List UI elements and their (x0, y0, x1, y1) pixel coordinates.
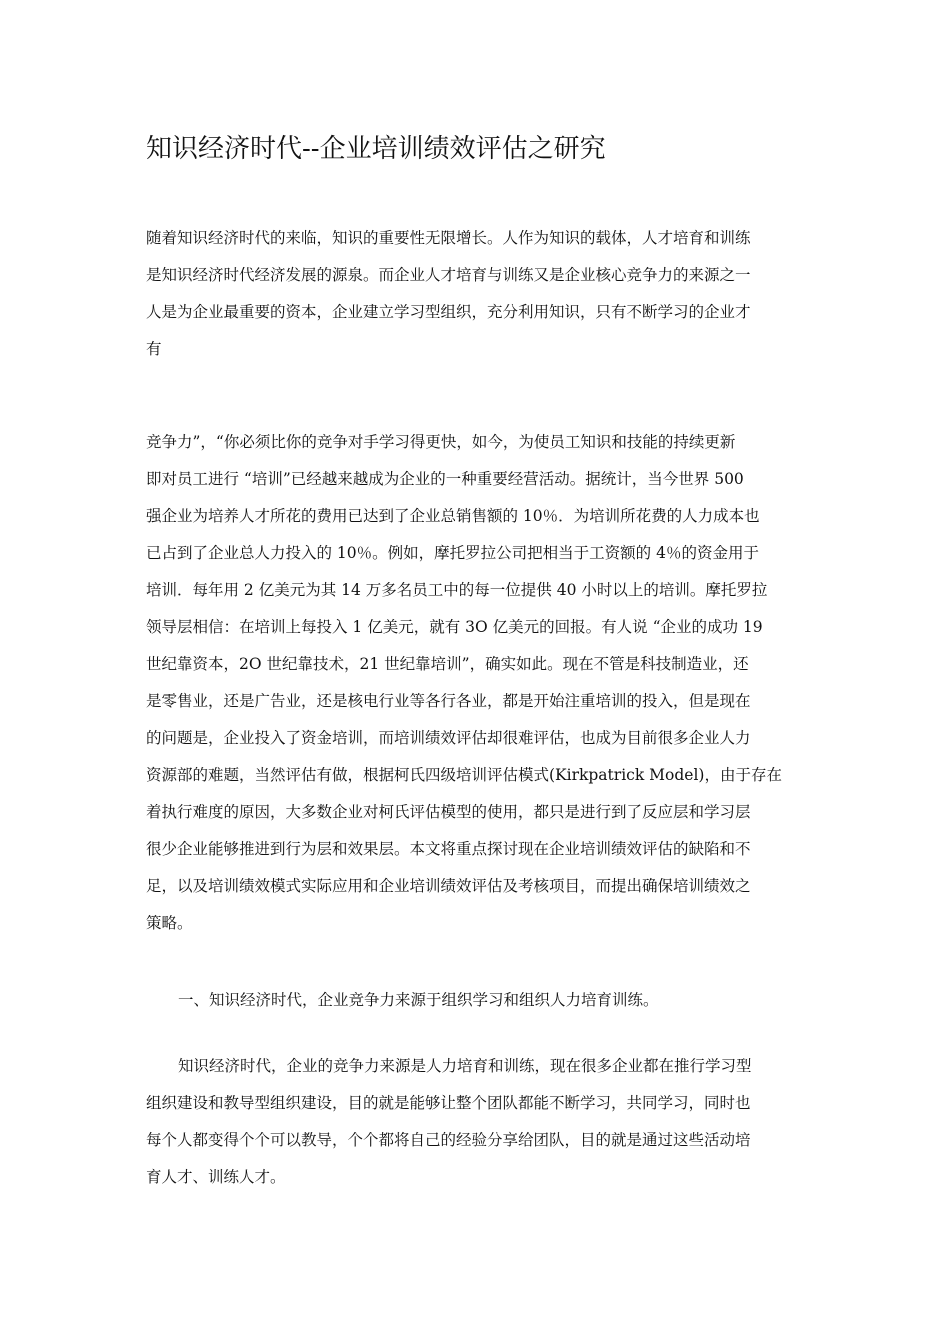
paragraph-line: 即对员工进行 “培训”已经越来越成为企业的一种重要经营活动。据统计，当今世界 500 (146, 470, 744, 488)
paragraph-line: 是零售业，还是广告业，还是核电行业等各行各业，都是开始注重培训的投入，但是现在 (146, 692, 751, 710)
paragraph-line: 每个人都变得个个可以教导，个个都将自己的经验分享给团队，目的就是通过这些活动培 (146, 1131, 751, 1149)
paragraph-line: 竞争力”，“你必须比你的竞争对手学习得更快，如今，为使员工知识和技能的持续更新 (146, 433, 736, 451)
paragraph-line: 策略。 (146, 914, 193, 932)
paragraph-line: 人是为企业最重要的资本，企业建立学习型组织，充分利用知识，只有不断学习的企业才 (146, 303, 751, 321)
paragraph-line: 是知识经济时代经济发展的源泉。而企业人才培育与训练又是企业核心竞争力的来源之一 (146, 266, 751, 284)
document-title: 知识经济时代--企业培训绩效评估之研究 (146, 134, 606, 164)
paragraph-line: 知识经济时代，企业的竞争力来源是人力培育和训练，现在很多企业都在推行学习型 (178, 1057, 752, 1075)
section-paragraph (146, 1048, 752, 1196)
intro-paragraph (146, 220, 751, 368)
paragraph-line: 强企业为培养人才所花的费用已达到了企业总销售额的 10％．为培训所花费的人力成本也 (146, 507, 760, 525)
paragraph-line: 足，以及培训绩效模式实际应用和企业培训绩效评估及考核项目，而提出确保培训绩效之 (146, 877, 751, 895)
paragraph-line: 育人才、训练人才。 (146, 1168, 286, 1186)
paragraph-line: 随着知识经济时代的来临，知识的重要性无限增长。人作为知识的载体，人才培育和训练 (146, 229, 751, 247)
paragraph-line: 有 (146, 340, 162, 358)
paragraph-line: 已占到了企业总人力投入的 10％。例如，摩托罗拉公司把相当于工资额的 4％的资金用于 (146, 544, 759, 562)
paragraph-line: 着执行难度的原因，大多数企业对柯氏评估模型的使用，都只是进行到了反应层和学习层 (146, 803, 751, 821)
paragraph-line: 资源部的难题，当然评估有做，根据柯氏四级培训评估模式(Kirkpatrick Model)，由于存在 (146, 766, 782, 784)
competitiveness-paragraph (146, 424, 782, 942)
paragraph-line: 的问题是，企业投入了资金培训，而培训绩效评估却很难评估，也成为目前很多企业人力 (146, 729, 751, 747)
paragraph-line: 组织建设和教导型组织建设，目的就是能够让整个团队都能不断学习，共同学习，同时也 (146, 1094, 751, 1112)
paragraph-line: 世纪靠资本，2O 世纪靠技术，21 世纪靠培训”，确实如此。现在不管是科技制造业，还 (146, 655, 749, 673)
paragraph-line: 培训．每年用 2 亿美元为其 14 万多名员工中的每一位提供 40 小时以上的培训。摩托罗拉 (146, 581, 768, 599)
section-heading (146, 982, 659, 1019)
section-heading-text: 一、知识经济时代，企业竞争力来源于组织学习和组织人力培育训练。 (178, 991, 659, 1009)
paragraph-line: 很少企业能够推进到行为层和效果层。本文将重点探讨现在企业培训绩效评估的缺陷和不 (146, 840, 751, 858)
paragraph-line: 领导层相信：在培训上每投入 1 亿美元，就有 3O 亿美元的回报。有人说 “企业的成功 19 (146, 618, 763, 636)
